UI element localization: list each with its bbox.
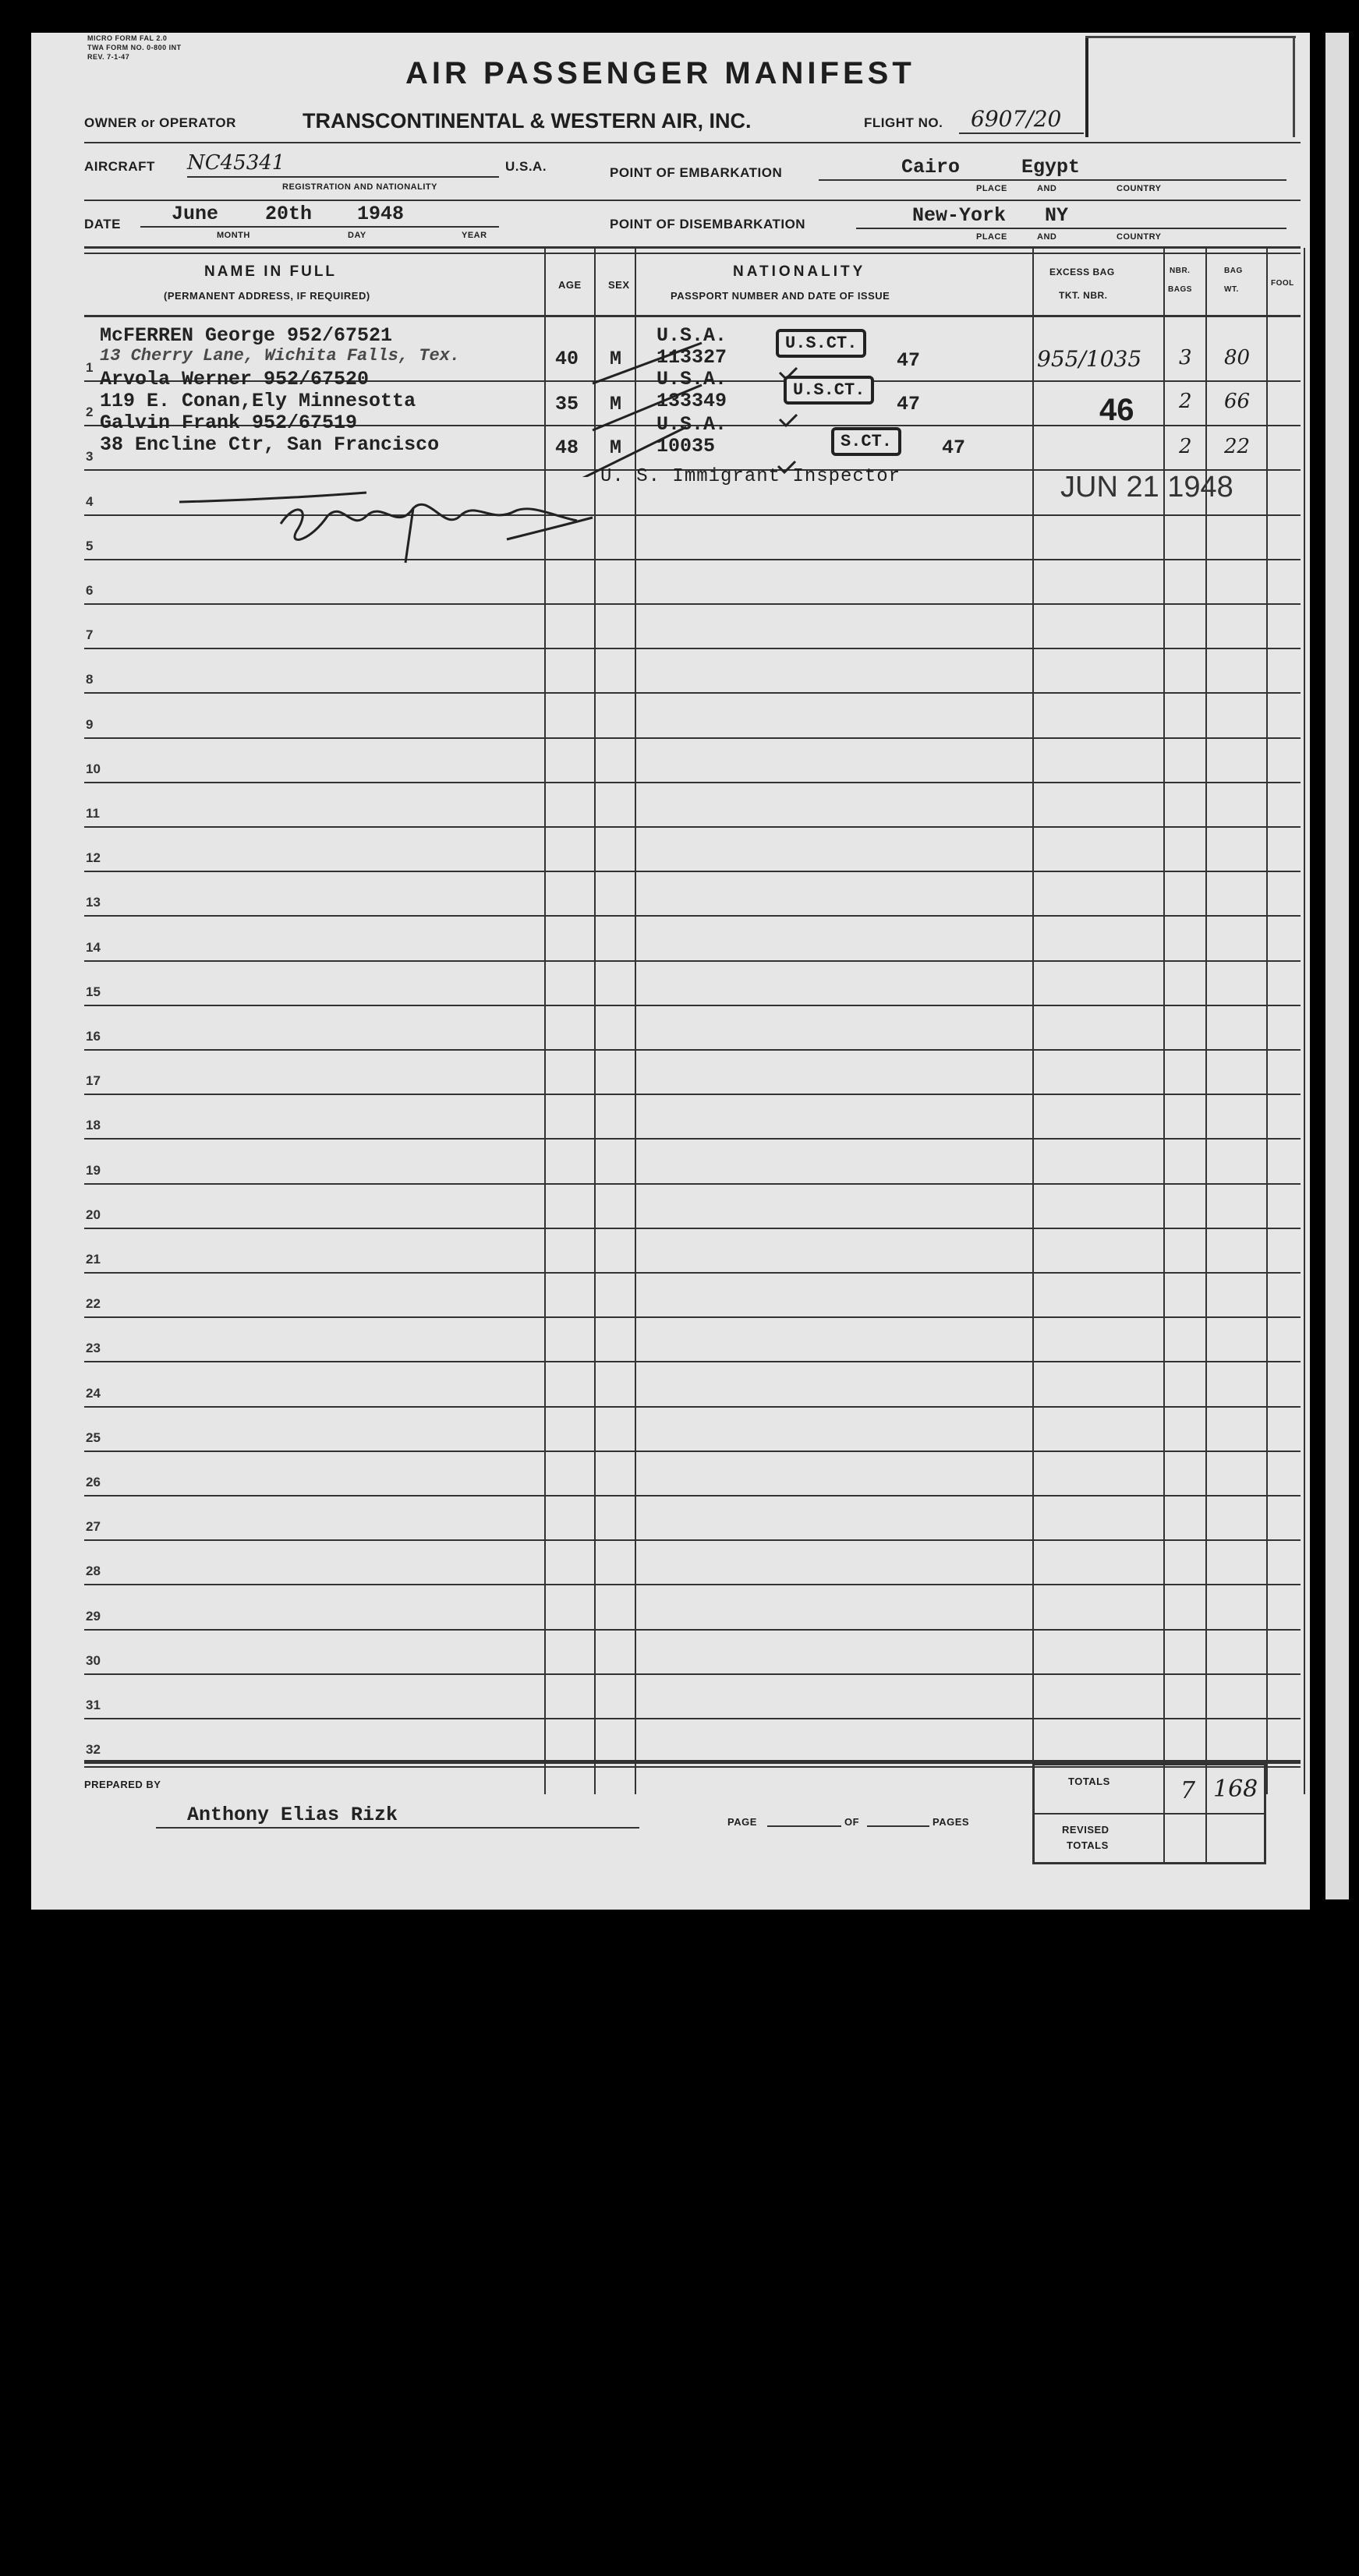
inspector-title: U. S. Immigrant Inspector: [600, 466, 901, 487]
row-rule: [84, 1138, 1301, 1140]
p3-year: 47: [942, 436, 966, 459]
p2-excess: 46: [1099, 393, 1134, 427]
p3-name: Galvin Frank 952/67519: [100, 412, 358, 434]
embark-country: Egypt: [1021, 156, 1081, 178]
p1-excess: 955/1035: [1037, 346, 1142, 372]
p1-wt: 80: [1224, 346, 1251, 369]
row-number: 31: [86, 1698, 101, 1712]
row-rule: [84, 1316, 1301, 1318]
row-number: 26: [86, 1475, 101, 1489]
row-number: 6: [86, 583, 94, 598]
aircraft-label: AIRCRAFT: [84, 159, 155, 174]
row-number: 19: [86, 1163, 101, 1178]
date-sub-day: DAY: [348, 231, 366, 240]
table-bottom-rule: [84, 1760, 1301, 1762]
totals-col-2: [1205, 1763, 1207, 1864]
row-rule: [84, 1406, 1301, 1408]
row-rule: [84, 1673, 1301, 1675]
p1-bags: 3: [1179, 346, 1192, 369]
rule-2: [84, 200, 1301, 201]
row-rule: [84, 915, 1301, 917]
table-top-rule: [84, 246, 1301, 249]
row-number: 11: [86, 806, 100, 821]
date-sub-year: YEAR: [462, 231, 487, 240]
row-number: 7: [86, 627, 94, 642]
date-underline: [140, 226, 499, 228]
embark-sub-country: COUNTRY: [1117, 184, 1162, 193]
row-number: 3: [86, 449, 94, 464]
row-number: 13: [86, 895, 101, 910]
aircraft-country: U.S.A.: [505, 159, 547, 174]
prepared-value: Anthony Elias Rizk: [187, 1804, 398, 1826]
top-box-top: [1085, 36, 1296, 38]
embark-sub-place: PLACE: [976, 184, 1007, 193]
col-line-7: [1266, 248, 1268, 1794]
page-blank: [767, 1825, 841, 1827]
p2-address: 119 E. Conan,Ely Minnesotta: [100, 390, 416, 412]
row-number: 1: [86, 360, 94, 375]
row-number: 2: [86, 405, 94, 419]
p2-stamp: U.S.CT.: [784, 376, 874, 405]
row-number: 25: [86, 1430, 101, 1445]
top-box-right: [1293, 36, 1295, 137]
row-rule: [84, 603, 1301, 605]
owner-label: OWNER or OPERATOR: [84, 115, 236, 130]
revised-label-2: TOTALS: [1067, 1839, 1109, 1851]
rule-1: [84, 142, 1301, 143]
p1-year: 47: [897, 349, 921, 372]
row-number: 18: [86, 1118, 101, 1133]
row-rule: [84, 1228, 1301, 1229]
p3-passport: 10035: [656, 435, 716, 458]
row-number: 9: [86, 717, 94, 732]
col-bag-1: BAG: [1224, 267, 1243, 275]
totals-col-1: [1163, 1763, 1165, 1864]
p1-age: 40: [555, 348, 579, 370]
table-top-rule-2: [84, 253, 1301, 254]
page-label: PAGE: [727, 1816, 757, 1828]
header-bottom-rule: [84, 315, 1301, 317]
row-rule: [84, 1005, 1301, 1006]
revised-label-1: REVISED: [1062, 1824, 1109, 1836]
col-sex: SEX: [608, 279, 630, 291]
col-excess-2: TKT. NBR.: [1059, 290, 1108, 301]
row-number: 10: [86, 761, 101, 776]
row-number: 14: [86, 940, 101, 955]
p2-age: 35: [555, 393, 579, 415]
aircraft-underline: [187, 176, 499, 178]
row-rule: [84, 1049, 1301, 1051]
p1-nat: U.S.A.: [656, 324, 727, 347]
row-number: 17: [86, 1073, 101, 1088]
col-name: NAME IN FULL: [204, 263, 338, 280]
form-code-1: MICRO FORM FAL 2.0: [87, 34, 168, 42]
col-line-4: [1032, 248, 1034, 1794]
row-rule: [84, 737, 1301, 739]
p2-nat: U.S.A.: [656, 368, 727, 390]
date-year: 1948: [357, 203, 405, 225]
col-line-8: [1304, 248, 1305, 1794]
form-title: AIR PASSENGER MANIFEST: [405, 56, 915, 90]
totals-label: TOTALS: [1068, 1776, 1110, 1787]
col-name-sub: (PERMANENT ADDRESS, IF REQUIRED): [164, 290, 370, 302]
disembark-place: New-York: [912, 204, 1007, 227]
date-month: June: [172, 203, 219, 225]
disembark-sub-country: COUNTRY: [1117, 232, 1162, 242]
row-number: 4: [86, 494, 94, 509]
row-number: 5: [86, 539, 94, 553]
embark-sub-and: AND: [1037, 184, 1057, 193]
row-number: 24: [86, 1386, 101, 1401]
row-number: 15: [86, 984, 101, 999]
flight-value: 6907/20: [971, 106, 1062, 132]
top-box-left: [1085, 36, 1088, 137]
row-rule: [84, 692, 1301, 694]
aircraft-sub: REGISTRATION AND NATIONALITY: [282, 182, 437, 192]
p3-sex: M: [610, 436, 622, 459]
form-code-3: REV. 7-1-47: [87, 53, 130, 61]
row-number: 28: [86, 1564, 101, 1578]
row-number: 32: [86, 1742, 101, 1757]
check-marks: [546, 329, 904, 477]
totals-bags: 7: [1180, 1777, 1196, 1804]
col-nationality-sub: PASSPORT NUMBER AND DATE OF ISSUE: [671, 290, 890, 302]
row-number: 27: [86, 1519, 101, 1534]
p3-wt: 22: [1224, 435, 1251, 458]
adjacent-sheet-edge: [1325, 33, 1349, 1899]
row-number: 16: [86, 1029, 101, 1044]
col-age: AGE: [558, 279, 582, 291]
row-number: 12: [86, 850, 101, 865]
flight-label: FLIGHT NO.: [864, 115, 943, 130]
of-blank: [867, 1825, 929, 1827]
of-label: OF: [844, 1816, 860, 1828]
disembark-sub-and: AND: [1037, 232, 1057, 242]
flight-underline: [959, 133, 1084, 134]
p1-address: 13 Cherry Lane, Wichita Falls, Tex.: [100, 346, 461, 366]
p3-nat: U.S.A.: [656, 413, 727, 436]
p3-address: 38 Encline Ctr, San Francisco: [100, 433, 440, 456]
col-nbr-1: NBR.: [1170, 267, 1191, 275]
row-rule: [84, 1584, 1301, 1585]
p1-passport: 113327: [656, 346, 727, 369]
row-rule: [84, 1183, 1301, 1185]
embark-label: POINT OF EMBARKATION: [610, 165, 783, 180]
row-number: 23: [86, 1341, 101, 1355]
row-number: 30: [86, 1653, 101, 1668]
row-rule: [84, 871, 1301, 872]
row-rule: [84, 648, 1301, 649]
disembark-sub-place: PLACE: [976, 232, 1007, 242]
p3-stamp: S.CT.: [831, 427, 901, 456]
p1-stamp: U.S.CT.: [776, 329, 866, 358]
embark-underline: [819, 179, 1286, 181]
col-fool: FOOL: [1271, 279, 1294, 288]
col-excess-1: EXCESS BAG: [1049, 267, 1115, 277]
row-rule: [84, 782, 1301, 783]
p1-sex: M: [610, 348, 622, 370]
row-rule: [84, 1718, 1301, 1719]
col-bag-2: WT.: [1224, 285, 1239, 294]
p2-wt: 66: [1224, 390, 1251, 413]
aircraft-value: NC45341: [187, 151, 285, 175]
col-line-1: [544, 248, 546, 1794]
col-nationality: NATIONALITY: [733, 263, 866, 280]
row-rule: [84, 1451, 1301, 1452]
p1-name: McFERREN George 952/67521: [100, 324, 393, 347]
disembark-underline: [856, 228, 1286, 229]
row-number: 29: [86, 1609, 101, 1624]
date-sub-month: MONTH: [217, 231, 250, 240]
row-rule: [84, 1272, 1301, 1274]
p3-age: 48: [555, 436, 579, 459]
row-rule: [84, 826, 1301, 828]
form-code-2: TWA FORM NO. 0-800 INT: [87, 44, 182, 51]
row-rule: [84, 1629, 1301, 1631]
manifest-sheet: [31, 33, 1310, 1910]
row-rule: [84, 1539, 1301, 1541]
prepared-underline: [156, 1827, 639, 1829]
row-number: 21: [86, 1252, 101, 1267]
p2-year: 47: [897, 393, 921, 415]
p2-sex: M: [610, 393, 622, 415]
col-nbr-2: BAGS: [1168, 285, 1192, 294]
p3-bags: 2: [1179, 435, 1192, 458]
pages-label: PAGES: [933, 1816, 970, 1828]
p2-bags: 2: [1179, 390, 1192, 413]
p2-name: Arvola Werner 952/67520: [100, 368, 370, 390]
prepared-label: PREPARED BY: [84, 1779, 161, 1790]
p2-passport: 133349: [656, 390, 727, 412]
date-day: 20th: [265, 203, 313, 225]
row-rule: [84, 1495, 1301, 1496]
owner-value: TRANSCONTINENTAL & WESTERN AIR, INC.: [303, 109, 752, 133]
embark-place: Cairo: [901, 156, 961, 178]
row-number: 20: [86, 1207, 101, 1222]
inspector-date-stamp: JUN 21 1948: [1060, 471, 1233, 504]
row-number: 8: [86, 672, 94, 687]
totals-wt: 168: [1213, 1776, 1258, 1803]
totals-divider: [1032, 1813, 1266, 1815]
date-label: DATE: [84, 217, 122, 231]
row-rule: [84, 1361, 1301, 1362]
disembark-country: NY: [1045, 204, 1069, 227]
row-number: 22: [86, 1296, 101, 1311]
row-rule: [84, 1094, 1301, 1095]
col-line-2: [594, 248, 596, 1794]
disembark-label: POINT OF DISEMBARKATION: [610, 217, 806, 231]
row-rule: [84, 960, 1301, 962]
